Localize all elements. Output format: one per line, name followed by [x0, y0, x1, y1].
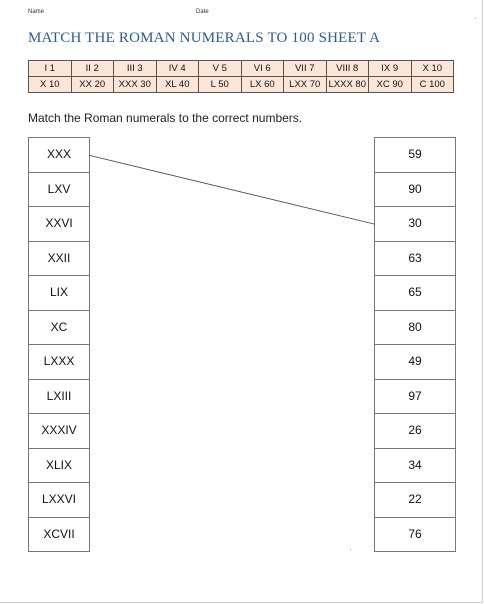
key-cell: LX 60 [241, 77, 284, 93]
key-cell: IV 4 [156, 61, 199, 77]
number-cell[interactable]: 34 [375, 449, 455, 484]
name-label: Name [28, 9, 45, 15]
roman-numeral-cell[interactable]: XC [29, 311, 89, 346]
key-cell: LXX 70 [284, 77, 327, 93]
key-cell: I 1 [29, 61, 72, 77]
roman-numeral-cell[interactable]: XXVI [29, 207, 89, 242]
number-cell[interactable]: 97 [375, 380, 455, 415]
key-cell: XL 40 [156, 77, 199, 93]
number-cell[interactable]: 59 [375, 138, 455, 173]
key-cell: X 10 [29, 77, 72, 93]
stray-mark [350, 549, 351, 550]
instruction-text: Match the Roman numerals to the correct numbers. [28, 111, 303, 125]
roman-numeral-key-table [28, 60, 454, 93]
key-cell: XX 20 [71, 77, 114, 93]
roman-numeral-cell[interactable]: XXXIV [29, 414, 89, 449]
roman-numeral-column [28, 137, 90, 552]
number-cell[interactable]: 76 [408, 526, 422, 541]
key-cell: III 3 [114, 61, 157, 77]
number-cell[interactable]: 22 [375, 483, 455, 518]
key-cell: IX 9 [369, 61, 412, 77]
roman-numeral-cell[interactable]: LIX [29, 276, 89, 311]
number-cell[interactable]: 80 [375, 311, 455, 346]
key-row [29, 61, 454, 77]
roman-numeral-cell[interactable]: LXXX [29, 345, 89, 380]
number-column [374, 137, 456, 552]
roman-numeral-cell[interactable]: LXXVI [29, 483, 89, 518]
number-cell[interactable]: 49 [375, 345, 455, 380]
key-cell: VII 7 [284, 61, 327, 77]
number-cell[interactable]: 63 [375, 242, 455, 277]
roman-numeral-cell[interactable]: XXX [29, 138, 89, 173]
key-cell: LXXX 80 [326, 77, 369, 93]
roman-numeral-cell[interactable]: XCVII [43, 526, 75, 541]
page-title: MATCH THE ROMAN NUMERALS TO 100 SHEET A [28, 30, 381, 46]
key-cell: VI 6 [241, 61, 284, 77]
number-cell[interactable]: 26 [375, 414, 455, 449]
roman-numeral-cell[interactable]: XXII [29, 242, 89, 277]
key-cell: XC 90 [369, 77, 412, 93]
number-cell[interactable]: 90 [375, 173, 455, 208]
key-cell: X 10 [411, 61, 454, 77]
number-cell[interactable]: 65 [375, 276, 455, 311]
key-cell: L 50 [199, 77, 242, 93]
roman-numeral-cell[interactable]: LXIII [29, 380, 89, 415]
key-row [29, 77, 454, 93]
number-cell[interactable]: 30 [375, 207, 455, 242]
roman-numeral-cell[interactable]: XLIX [29, 449, 89, 484]
key-cell: XXX 30 [114, 77, 157, 93]
key-cell: II 2 [71, 61, 114, 77]
key-cell: C 100 [411, 77, 454, 93]
key-cell: VIII 8 [326, 61, 369, 77]
roman-numeral-cell[interactable]: LXV [29, 173, 89, 208]
stray-mark [475, 18, 476, 19]
date-label: Date [196, 9, 209, 15]
key-cell: V 5 [199, 61, 242, 77]
